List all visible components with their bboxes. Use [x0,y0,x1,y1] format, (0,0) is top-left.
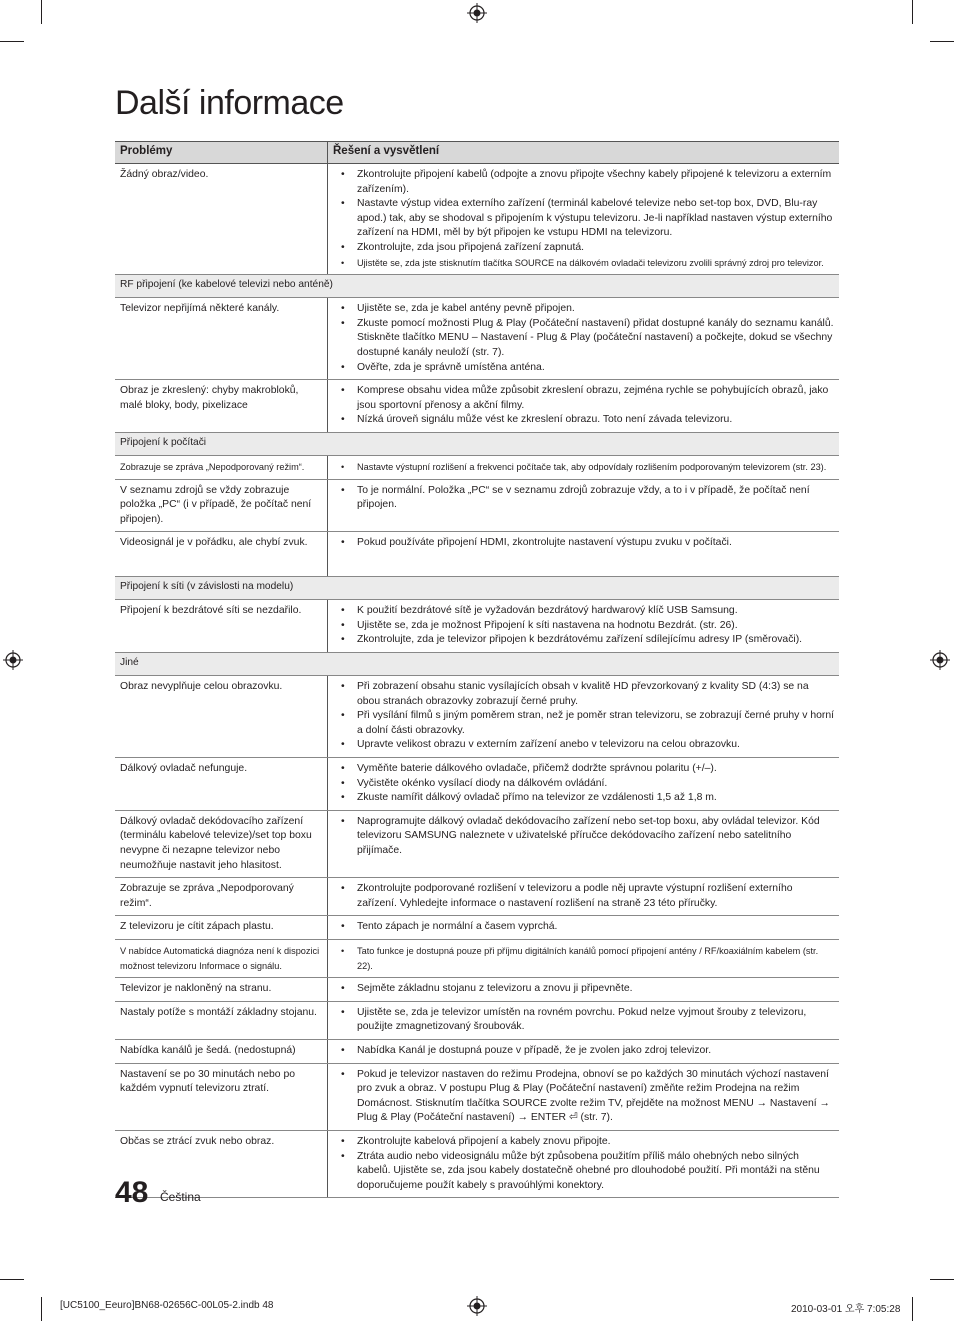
page-number: 48 [115,1176,149,1209]
solution-list [333,882,834,911]
solution-item: • Sejměte základnu stojanu z televizoru a znovu ji připevněte. [333,982,834,997]
problem-cell: Dálkový ovladač dekódovacího zařízení (terminálu kabelové televize)/set top boxu nevypne či nezapne televizor nebo neumožňuje nastavit jeho hlasitost. [115,810,328,877]
solution-list [333,982,834,997]
crop-mark [41,1297,42,1321]
solution-cell [328,1130,840,1197]
troubleshooting-table [115,141,839,1198]
table-row [115,1001,839,1039]
solution-list [333,815,834,859]
solution-cell [328,1063,840,1130]
section-row [115,577,839,600]
problem-cell: V nabídce Automatická diagnóza není k dispozici možnost televizoru Informace o signálu. [115,939,328,977]
solution-item: • Při zobrazení obsahu stanic vysílajících obsah v kvalitě HD převzorkovaný z kvality SD (4:3) se na obou stranách obrazovky zobrazují černé pruhy. [333,680,834,709]
table-row [115,600,839,653]
table-row [115,878,839,916]
solution-item: • Nabídka Kanál je dostupná pouze v případě, že je zvolen jako zdroj televizor. [333,1044,834,1059]
solution-item: • Zkontrolujte připojení kabelů (odpojte a znovu připojte všechny kabely připojené k televizoru a externím zařízením). [333,168,834,197]
problem-cell: Videosignál je v pořádku, ale chybí zvuk. [115,532,328,577]
solution-item: • Nastavte výstupní rozlišení a frekvenci počítače tak, aby odpovídaly rozlišením podporovaným televizorem (str. 23). [333,460,834,475]
solution-cell [328,758,840,811]
problem-cell: Dálkový ovladač nefunguje. [115,758,328,811]
solution-list [333,168,834,270]
table-header-row [115,142,839,164]
solution-item: • Vyměňte baterie dálkového ovladače, přičemž dodržte správnou polaritu (+/–). [333,762,834,777]
problem-cell: Zobrazuje se zpráva „Nepodporovaný režim“. [115,878,328,916]
table-row [115,676,839,758]
solution-item: • Zkuste namířit dálkový ovladač přímo na televizor ze vzdálenosti 1,5 až 1,8 m. [333,791,834,806]
section-label: Připojení k síti (v závislosti na modelu) [115,577,839,600]
solution-item: • Pokud používáte připojení HDMI, zkontrolujte nastavení výstupu zvuku v počítači. [333,536,834,551]
solution-item: • Nízká úroveň signálu může vést ke zkreslení obrazu. Toto není závada televizoru. [333,413,834,428]
solution-cell [328,916,840,940]
problem-cell: V seznamu zdrojů se vždy zobrazuje položka „PC“ (i v případě, že počítač není připojen). [115,479,328,532]
solution-list [333,604,834,648]
problem-cell: Nastaly potíže s montáží základny stojanu. [115,1001,328,1039]
solution-item: • Tato funkce je dostupná pouze při příjmu digitálních kanálů pomocí připojení antény / RF/koaxiálním kabelem (str. 22). [333,944,834,973]
table-row [115,380,839,433]
registration-mark-icon [467,1296,487,1316]
solution-item: • Naprogramujte dálkový ovladač dekódovacího zařízení nebo set-top boxu, aby ovládal televizor. Kód televizoru SAMSUNG naleznete v uživatelské příručce dekódovacího zařízení nebo satelitního přijímače. [333,815,834,859]
solution-item: • Ujistěte se, zda je kabel antény pevně připojen. [333,302,834,317]
solution-cell [328,380,840,433]
solution-item: • Zkontrolujte kabelová připojení a kabely znovu připojte. [333,1135,834,1150]
solution-cell [328,1001,840,1039]
problem-cell: Z televizoru je cítit zápach plastu. [115,916,328,940]
solution-list [333,1006,834,1035]
solution-cell [328,298,840,380]
solution-item: • Ztráta audio nebo videosignálu může být způsobena použitím příliš málo ohebných nebo silných kabelů. Ujistěte se, zda jsou kabely dostatečně ohebné pro dlouhodobé použití. Při montáži na stěnu doporučujeme použít kabely s pravoúhlými konektory. [333,1150,834,1194]
crop-mark [912,0,913,24]
solution-cell [328,164,840,275]
problem-cell: Zobrazuje se zpráva „Nepodporovaný režim“. [115,455,328,479]
table-row [115,455,839,479]
problem-cell: Připojení k bezdrátové síti se nezdařilo. [115,600,328,653]
solution-cell [328,939,840,977]
crop-mark [0,41,24,42]
solution-cell [328,532,840,577]
solution-item: • Ověřte, zda je správně umístěna anténa. [333,361,834,376]
solution-item: • Ujistěte se, zda je možnost Připojení k síti nastavena na hodnotu Bezdrát. (str. 26). [333,619,834,634]
solution-list [333,536,834,551]
solution-item: • To je normální. Položka „PC“ se v seznamu zdrojů zobrazuje vždy, a to i v případě, že počítač není připojen. [333,484,834,513]
table-row [115,1039,839,1063]
problem-cell: Nastavení se po 30 minutách nebo po každém vypnutí televizoru ztratí. [115,1063,328,1130]
solution-list [333,1044,834,1059]
registration-mark-icon [930,650,950,670]
solution-cell [328,810,840,877]
solution-item: • Při vysílání filmů s jiným poměrem stran, než je poměr stran televizoru, se zobrazují černé pruhy v horní a dolní části obrazovky. [333,709,834,738]
solution-list [333,460,834,475]
section-label: Jiné [115,653,839,676]
page-title: Další informace [115,84,344,122]
footer-file: [UC5100_Eeuro]BN68-02656C-00L05-2.indb 48 [60,1300,274,1311]
solution-item: • Nastavte výstup videa externího zařízení (terminál kabelové televize nebo set-top box, DVD, Blu-ray apod.) tak, aby se shodoval s připojením k výstupu televizoru. Je-li například nastaven výstup externího zařízení na HDMI, měl by být připojen ke vstupu HDMI na televizoru. [333,197,834,241]
section-row [115,432,839,455]
solution-item: • Vyčistěte okénko vysílací diody na dálkovém ovládání. [333,777,834,792]
column-header-problems: Problémy [115,142,328,164]
section-row [115,653,839,676]
section-label: RF připojení (ke kabelové televizi nebo anténě) [115,275,839,298]
crop-mark [41,0,42,24]
problem-cell: Televizor je nakloněný na stranu. [115,978,328,1002]
table-row [115,810,839,877]
table-row [115,939,839,977]
table-row [115,1063,839,1130]
solution-cell [328,978,840,1002]
solution-list [333,302,834,375]
solution-list [333,484,834,513]
solution-item: • Zkontrolujte, zda jsou připojená zařízení zapnutá. [333,241,834,256]
solution-item: • Upravte velikost obrazu v externím zařízení anebo v televizoru na celou obrazovku. [333,738,834,753]
solution-cell [328,676,840,758]
table-row [115,758,839,811]
table-row [115,532,839,577]
solution-list [333,680,834,753]
solution-cell [328,455,840,479]
solution-list [333,1135,834,1193]
solution-item: • Zkuste pomocí možnosti Plug & Play (Počáteční nastavení) přidat dostupné kanály do seznamu kanálů. Stiskněte tlačítko MENU – Nastavení - Plug & Play (počáteční nastavení) a počkejte, dokud se všechny dostupné kanály neuloží (str. 7). [333,317,834,361]
section-row [115,275,839,298]
footer-date: 2010-03-01 오후 7:05:28 [791,1304,901,1315]
solution-item: • Ujistěte se, zda je televizor umístěn na rovném povrchu. Pokud nelze vyjmout šrouby z televizoru, použijte zmagnetizovaný šroubovák. [333,1006,834,1035]
section-label: Připojení k počítači [115,432,839,455]
table-row [115,916,839,940]
table-row [115,479,839,532]
solution-list [333,944,834,973]
solution-list [333,384,834,428]
solution-cell [328,600,840,653]
solution-item: • Tento zápach je normální a časem vyprchá. [333,920,834,935]
solution-list [333,1068,834,1126]
registration-mark-icon [467,3,487,23]
solution-list [333,762,834,806]
table-row [115,1130,839,1197]
problem-cell: Obraz nevyplňuje celou obrazovku. [115,676,328,758]
problem-cell: Nabídka kanálů je šedá. (nedostupná) [115,1039,328,1063]
solution-item: • Zkontrolujte podporované rozlišení v televizoru a podle něj upravte výstupní rozlišení externího zařízení. Vyhledejte informace o nastavení rozlišení na straně 23 této příručky. [333,882,834,911]
solution-item: • Komprese obsahu videa může způsobit zkreslení obrazu, zejména rychle se pohybujících obrazů, jako jsou sportovní přenosy a akční filmy. [333,384,834,413]
solution-cell [328,1039,840,1063]
table-row [115,164,839,275]
table-row [115,978,839,1002]
table-row [115,298,839,380]
crop-mark [930,1279,954,1280]
solution-item: • Zkontrolujte, zda je televizor připojen k bezdrátovému zařízení sdílejícímu adresy IP (směrovači). [333,633,834,648]
crop-mark [930,41,954,42]
crop-mark [912,1297,913,1321]
problem-cell: Žádný obraz/video. [115,164,328,275]
problem-cell: Občas se ztrácí zvuk nebo obraz. [115,1130,328,1197]
table-body [115,164,839,1198]
column-header-solutions: Řešení a vysvětlení [328,142,840,164]
problem-cell: Televizor nepřijímá některé kanály. [115,298,328,380]
solution-item: • K použití bezdrátové sítě je vyžadován bezdrátový hardwarový klíč USB Samsung. [333,604,834,619]
problem-cell: Obraz je zkreslený: chyby makrobloků, malé bloky, body, pixelizace [115,380,328,433]
registration-mark-icon [3,650,23,670]
crop-mark [0,1279,24,1280]
solution-item: • Ujistěte se, zda jste stisknutím tlačítka SOURCE na dálkovém ovladači televizoru zvolili správný zdroj pro televizor. [333,256,834,271]
page-language: Čeština [160,1190,201,1204]
solution-item: • Pokud je televizor nastaven do režimu Prodejna, obnoví se po každých 30 minutách výchozí nastavení pro zvuk a obraz. V postupu Plug & Play (Počáteční nastavení) změňte režim Prodejna na režim Domácnost. Stisknutím tlačítka SOURCE zvolte režim TV, přejděte na možnost MENU → Nastavení → Plug & Play (Počáteční nastavení) → ENTER ⏎ (str. 7). [333,1068,834,1126]
solution-list [333,920,834,935]
solution-cell [328,479,840,532]
solution-cell [328,878,840,916]
